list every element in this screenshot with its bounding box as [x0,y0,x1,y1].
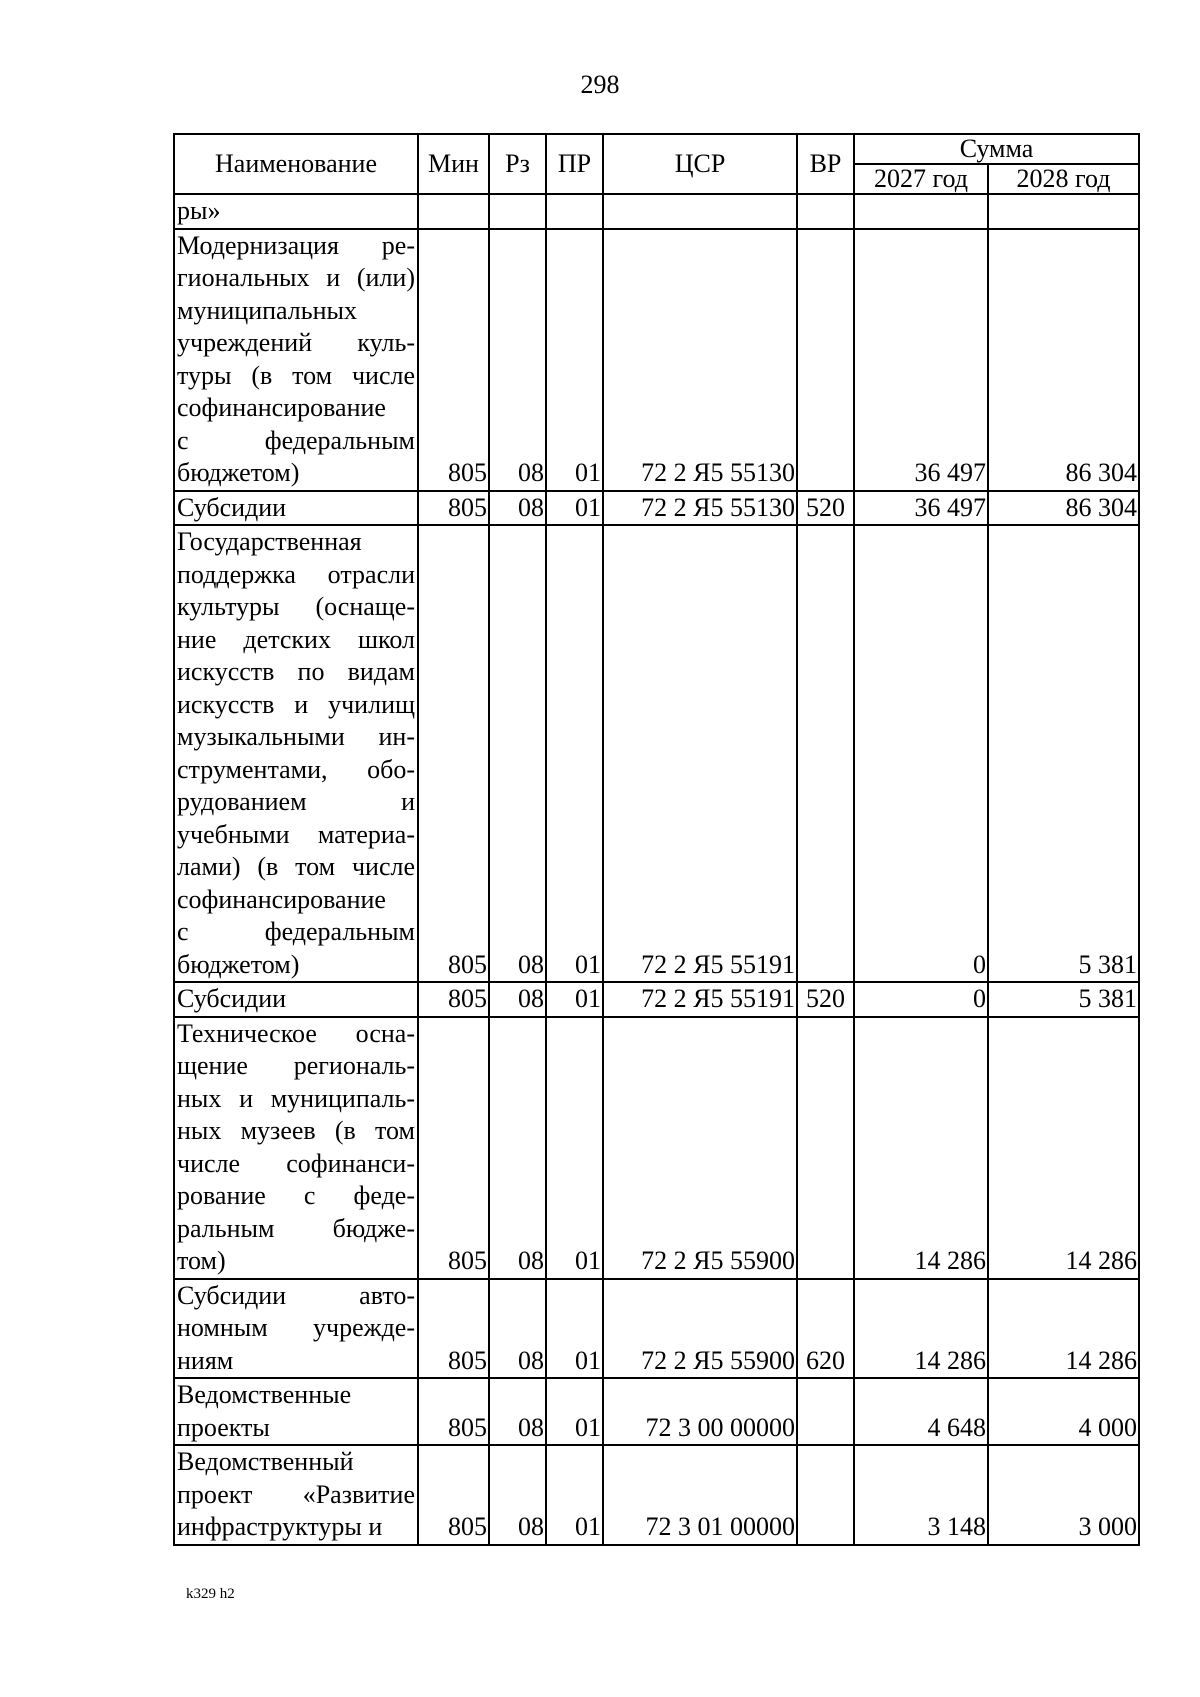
row-name-line: струментами, обо- [177,754,415,784]
row-csr: 72 2 Я5 55191 [603,525,797,982]
row-rz: 08 [489,491,546,526]
row-name [174,1279,418,1379]
row-name-line: ры» [177,196,221,225]
row-name [174,1017,418,1279]
row-name-line: Субсидии [177,984,287,1013]
row-pr: 01 [546,1445,603,1545]
row-rz: 08 [489,982,546,1017]
row-name-line: лами) (в том числе [177,852,415,881]
row-sum-2028: 86 304 [988,229,1139,491]
row-name-line: гиональных и (или) [177,263,415,292]
table-row [174,229,1139,491]
row-sum-2028: 4 000 [988,1378,1139,1445]
row-min: 805 [418,1378,489,1445]
row-name-line: Субсидии [177,492,287,522]
row-name-line: Государственная [177,527,362,556]
row-sum-2027: 14 286 [854,1017,988,1279]
row-name-line: инфраструктуры и [177,1512,383,1541]
row-name-line: щение региональ- [177,1051,415,1080]
row-name [174,982,418,1017]
row-name-line: учреждений куль- [177,328,415,357]
row-name-line: Ведомственные [177,1380,352,1409]
row-name-line: проект «Развитие [177,1479,415,1509]
row-name-line: с федеральным [177,917,415,946]
row-name-line: культуры (оснаще- [177,592,415,621]
row-name [174,1378,418,1445]
row-sum-2028: 14 286 [988,1279,1139,1379]
row-min: 805 [418,229,489,491]
table-row [174,194,1139,229]
row-sum-2027: 0 [854,982,988,1017]
table-row [174,491,1139,526]
row-name-line: учебными материа- [177,819,415,849]
row-name-line: муниципальных [177,295,358,325]
row-name [174,525,418,982]
row-csr: 72 2 Я5 55191 [603,982,797,1017]
row-name-line: рование с феде- [177,1181,415,1210]
row-rz: 08 [489,1017,546,1279]
header-rz: Рз [489,134,546,194]
row-vr [797,1445,854,1545]
table-body [174,194,1139,1545]
header-vr: ВР [797,134,854,194]
row-pr: 01 [546,1017,603,1279]
row-vr: 520 [797,982,854,1017]
row-name-line: Субсидии авто- [177,1280,415,1310]
row-sum-2027: 36 497 [854,491,988,526]
row-name [174,491,418,526]
row-name-line: ных и муниципаль- [177,1083,415,1113]
row-name [174,1445,418,1545]
row-sum-2027: 36 497 [854,229,988,491]
row-name-line: с федеральным [177,425,415,455]
table-row [174,982,1139,1017]
row-name-line: Ведомственный [177,1447,354,1476]
row-pr: 01 [546,982,603,1017]
row-name-line: туры (в том числе [177,360,415,390]
row-pr: 01 [546,1279,603,1379]
row-pr: 01 [546,525,603,982]
row-vr [797,1017,854,1279]
row-rz: 08 [489,1378,546,1445]
row-sum-2027: 0 [854,525,988,982]
row-min: 805 [418,1017,489,1279]
footer-code: k329 h2 [186,1586,235,1602]
row-rz: 08 [489,525,546,982]
budget-table [173,133,1140,1546]
header-csr: ЦСР [603,134,797,194]
row-name-line: музыкальными ин- [177,722,415,751]
row-sum-2027: 3 148 [854,1445,988,1545]
row-csr: 72 2 Я5 55130 [603,491,797,526]
row-vr [797,194,854,229]
row-sum-2027: 4 648 [854,1378,988,1445]
table-row [174,1017,1139,1279]
row-min: 805 [418,1445,489,1545]
row-name-line: рудованием и [177,787,415,816]
table-row [174,1279,1139,1379]
header-min: Мин [418,134,489,194]
row-name-line: софинансирование [177,884,386,914]
row-sum-2028: 14 286 [988,1017,1139,1279]
header-sum: Сумма [854,134,1139,164]
row-name-line: ральным бюдже- [177,1213,415,1243]
row-vr [797,525,854,982]
row-csr: 72 2 Я5 55900 [603,1279,797,1379]
row-vr: 520 [797,491,854,526]
row-sum-2028: 86 304 [988,491,1139,526]
row-pr [546,194,603,229]
row-name-line: поддержка отрасли [177,559,415,589]
row-name [174,229,418,491]
row-name-line: ние детских школ [177,624,415,654]
row-name [174,194,418,229]
row-sum-2027 [854,194,988,229]
row-min: 805 [418,1279,489,1379]
header-year-2027: 2027 год [854,164,988,194]
page-number: 298 [580,70,620,99]
row-name-line: ниям [177,1345,234,1375]
row-csr: 72 3 00 00000 [603,1378,797,1445]
row-vr: 620 [797,1279,854,1379]
row-min [418,194,489,229]
row-min: 805 [418,491,489,526]
row-pr: 01 [546,229,603,491]
table-row [174,525,1139,982]
row-min: 805 [418,525,489,982]
row-csr: 72 3 01 00000 [603,1445,797,1545]
row-name-line: Модернизация ре- [177,230,415,260]
header-name: Наименование [174,134,418,194]
row-min: 805 [418,982,489,1017]
row-name-line: бюджетом) [177,458,300,487]
row-name-line: бюджетом) [177,949,300,979]
row-sum-2028: 5 381 [988,982,1139,1017]
row-name-line: Техническое осна- [177,1018,415,1048]
row-name-line: софинансирование [177,393,386,422]
row-name-line: номным учрежде- [177,1313,415,1342]
row-pr: 01 [546,491,603,526]
row-sum-2028 [988,194,1139,229]
row-vr [797,1378,854,1445]
row-sum-2027: 14 286 [854,1279,988,1379]
row-rz: 08 [489,229,546,491]
row-name-line: ных музеев (в том [177,1116,415,1145]
row-rz: 08 [489,1445,546,1545]
row-name-line: проекты [177,1412,270,1442]
table-row [174,1378,1139,1445]
row-rz: 08 [489,1279,546,1379]
row-name-line: искусств и училищ [177,689,415,719]
row-csr [603,194,797,229]
row-vr [797,229,854,491]
row-name-line: том) [177,1246,226,1275]
row-rz [489,194,546,229]
row-csr: 72 2 Я5 55130 [603,229,797,491]
row-csr: 72 2 Я5 55900 [603,1017,797,1279]
header-pr: ПР [546,134,603,194]
row-sum-2028: 3 000 [988,1445,1139,1545]
row-pr: 01 [546,1378,603,1445]
row-sum-2028: 5 381 [988,525,1139,982]
row-name-line: искусств по видам [177,657,415,686]
table-row [174,1445,1139,1545]
row-name-line: числе софинанси- [177,1148,415,1178]
header-year-2028: 2028 год [988,164,1139,194]
